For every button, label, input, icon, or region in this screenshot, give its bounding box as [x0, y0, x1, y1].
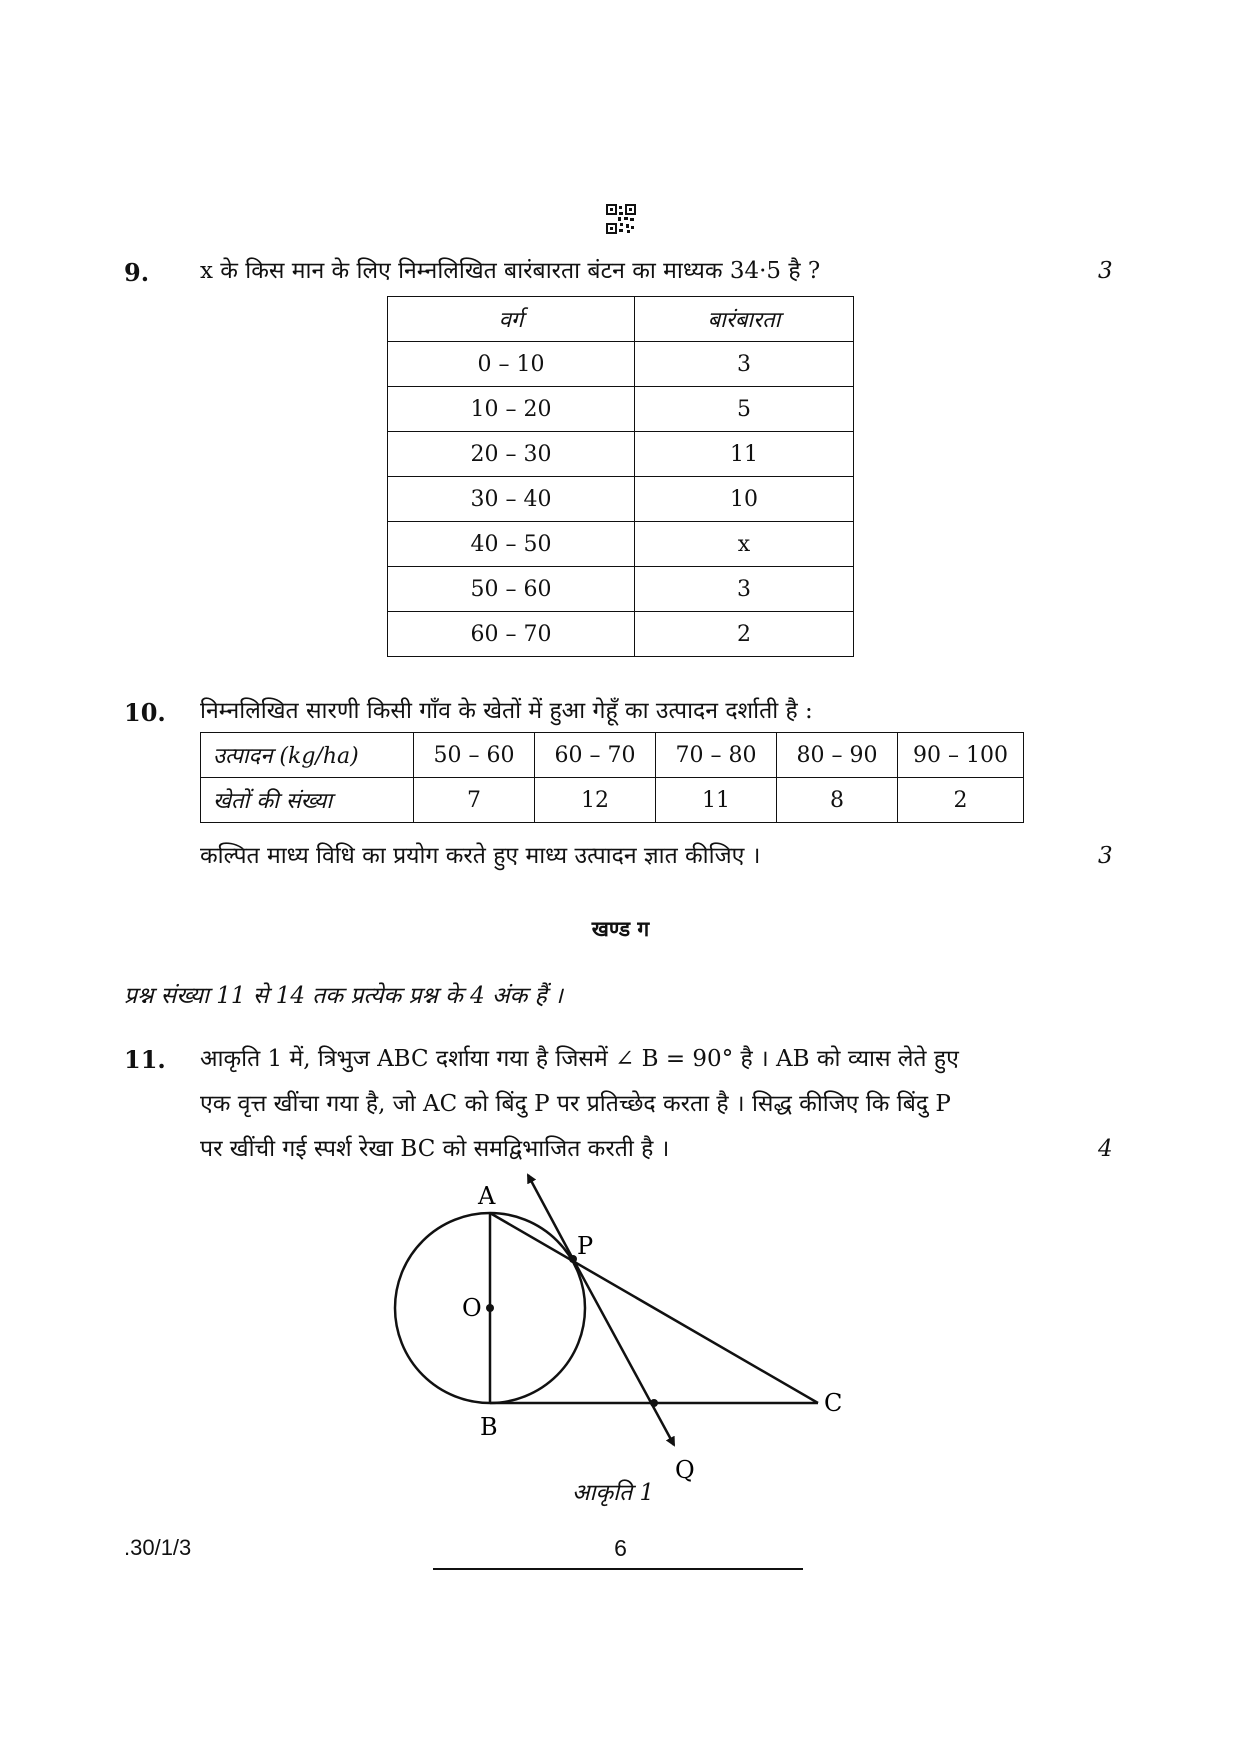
production-range-cell: 90 – 100: [898, 733, 1024, 778]
frequency-cell: 2: [635, 612, 854, 657]
class-cell: 20 – 30: [388, 432, 635, 477]
tangent-bc-intersection: [650, 1399, 658, 1407]
paper-code: .30/1/3: [124, 1535, 192, 1560]
label-a: A: [478, 1182, 496, 1210]
class-cell: 40 – 50: [388, 522, 635, 567]
question-10-text: निम्नलिखित सारणी किसी गाँव के खेतों में हुआ गेहूँ का उत्पादन दर्शाती है :: [200, 698, 813, 724]
frequency-cell: 3: [635, 567, 854, 612]
center-point: [486, 1304, 494, 1312]
production-label: उत्पादन (kg/ha): [201, 733, 414, 778]
production-range-cell: 60 – 70: [535, 733, 656, 778]
tangent-arrow-up: [528, 1175, 573, 1259]
question-11-line-2: एक वृत्त खींचा गया है, जो AC को बिंदु P पर प्रतिच्छेद करता है । सिद्ध कीजिए कि बिंदु P: [200, 1091, 951, 1117]
farms-count-cell: 7: [414, 778, 535, 823]
class-cell: 10 – 20: [388, 387, 635, 432]
section-instruction: प्रश्न संख्या 11 से 14 तक प्रत्येक प्रश्न के 4 अंक हैं ।: [124, 983, 563, 1009]
class-cell: 30 – 40: [388, 477, 635, 522]
frequency-cell: 11: [635, 432, 854, 477]
section-title: खण्ड ग: [591, 916, 650, 941]
farms-count-cell: 8: [777, 778, 898, 823]
side-ac: [490, 1213, 818, 1403]
figure-caption: आकृति 1: [572, 1480, 655, 1506]
label-b: B: [480, 1413, 498, 1441]
frequency-cell: 3: [635, 342, 854, 387]
frequency-cell: 5: [635, 387, 854, 432]
question-10-number: 10.: [124, 698, 166, 727]
label-c: C: [824, 1389, 843, 1417]
farms-label: खेतों की संख्या: [201, 778, 414, 823]
table-header-frequency: बारंबारता: [635, 297, 854, 342]
frequency-cell: 10: [635, 477, 854, 522]
question-10-instruction: कल्पित माध्य विधि का प्रयोग करते हुए माध्य उत्पादन ज्ञात कीजिए ।: [200, 843, 761, 869]
frequency-cell: x: [635, 522, 854, 567]
point-p: [569, 1255, 577, 1263]
question-11-number: 11.: [124, 1045, 166, 1074]
question-11-marks: 4: [1098, 1136, 1113, 1162]
question-11-line-3: पर खींची गई स्पर्श रेखा BC को समद्विभाजित करती है ।: [200, 1136, 670, 1162]
footer-rule: [433, 1568, 803, 1570]
class-cell: 50 – 60: [388, 567, 635, 612]
class-cell: 0 – 10: [388, 342, 635, 387]
label-p: P: [577, 1232, 594, 1260]
farms-count-cell: 11: [656, 778, 777, 823]
production-range-cell: 80 – 90: [777, 733, 898, 778]
farms-count-cell: 2: [898, 778, 1024, 823]
page-number: 6: [614, 1535, 627, 1561]
tangent-arrow-down: [573, 1259, 674, 1445]
label-o: O: [462, 1294, 482, 1322]
question-9-number: 9.: [124, 258, 150, 287]
label-q: Q: [675, 1456, 695, 1484]
production-range-cell: 70 – 80: [656, 733, 777, 778]
question-11-line-1: आकृति 1 में, त्रिभुज ABC दर्शाया गया है जिसमें ∠ B = 90° है । AB को व्यास लेते हुए: [200, 1046, 959, 1072]
question-10-marks: 3: [1098, 843, 1113, 869]
question-9-marks: 3: [1098, 258, 1113, 284]
question-9-text: x के किस मान के लिए निम्नलिखित बारंबारता बंटन का माध्यक 34·5 है ?: [200, 258, 821, 284]
production-range-cell: 50 – 60: [414, 733, 535, 778]
class-cell: 60 – 70: [388, 612, 635, 657]
farms-count-cell: 12: [535, 778, 656, 823]
table-header-class: वर्ग: [388, 297, 635, 342]
